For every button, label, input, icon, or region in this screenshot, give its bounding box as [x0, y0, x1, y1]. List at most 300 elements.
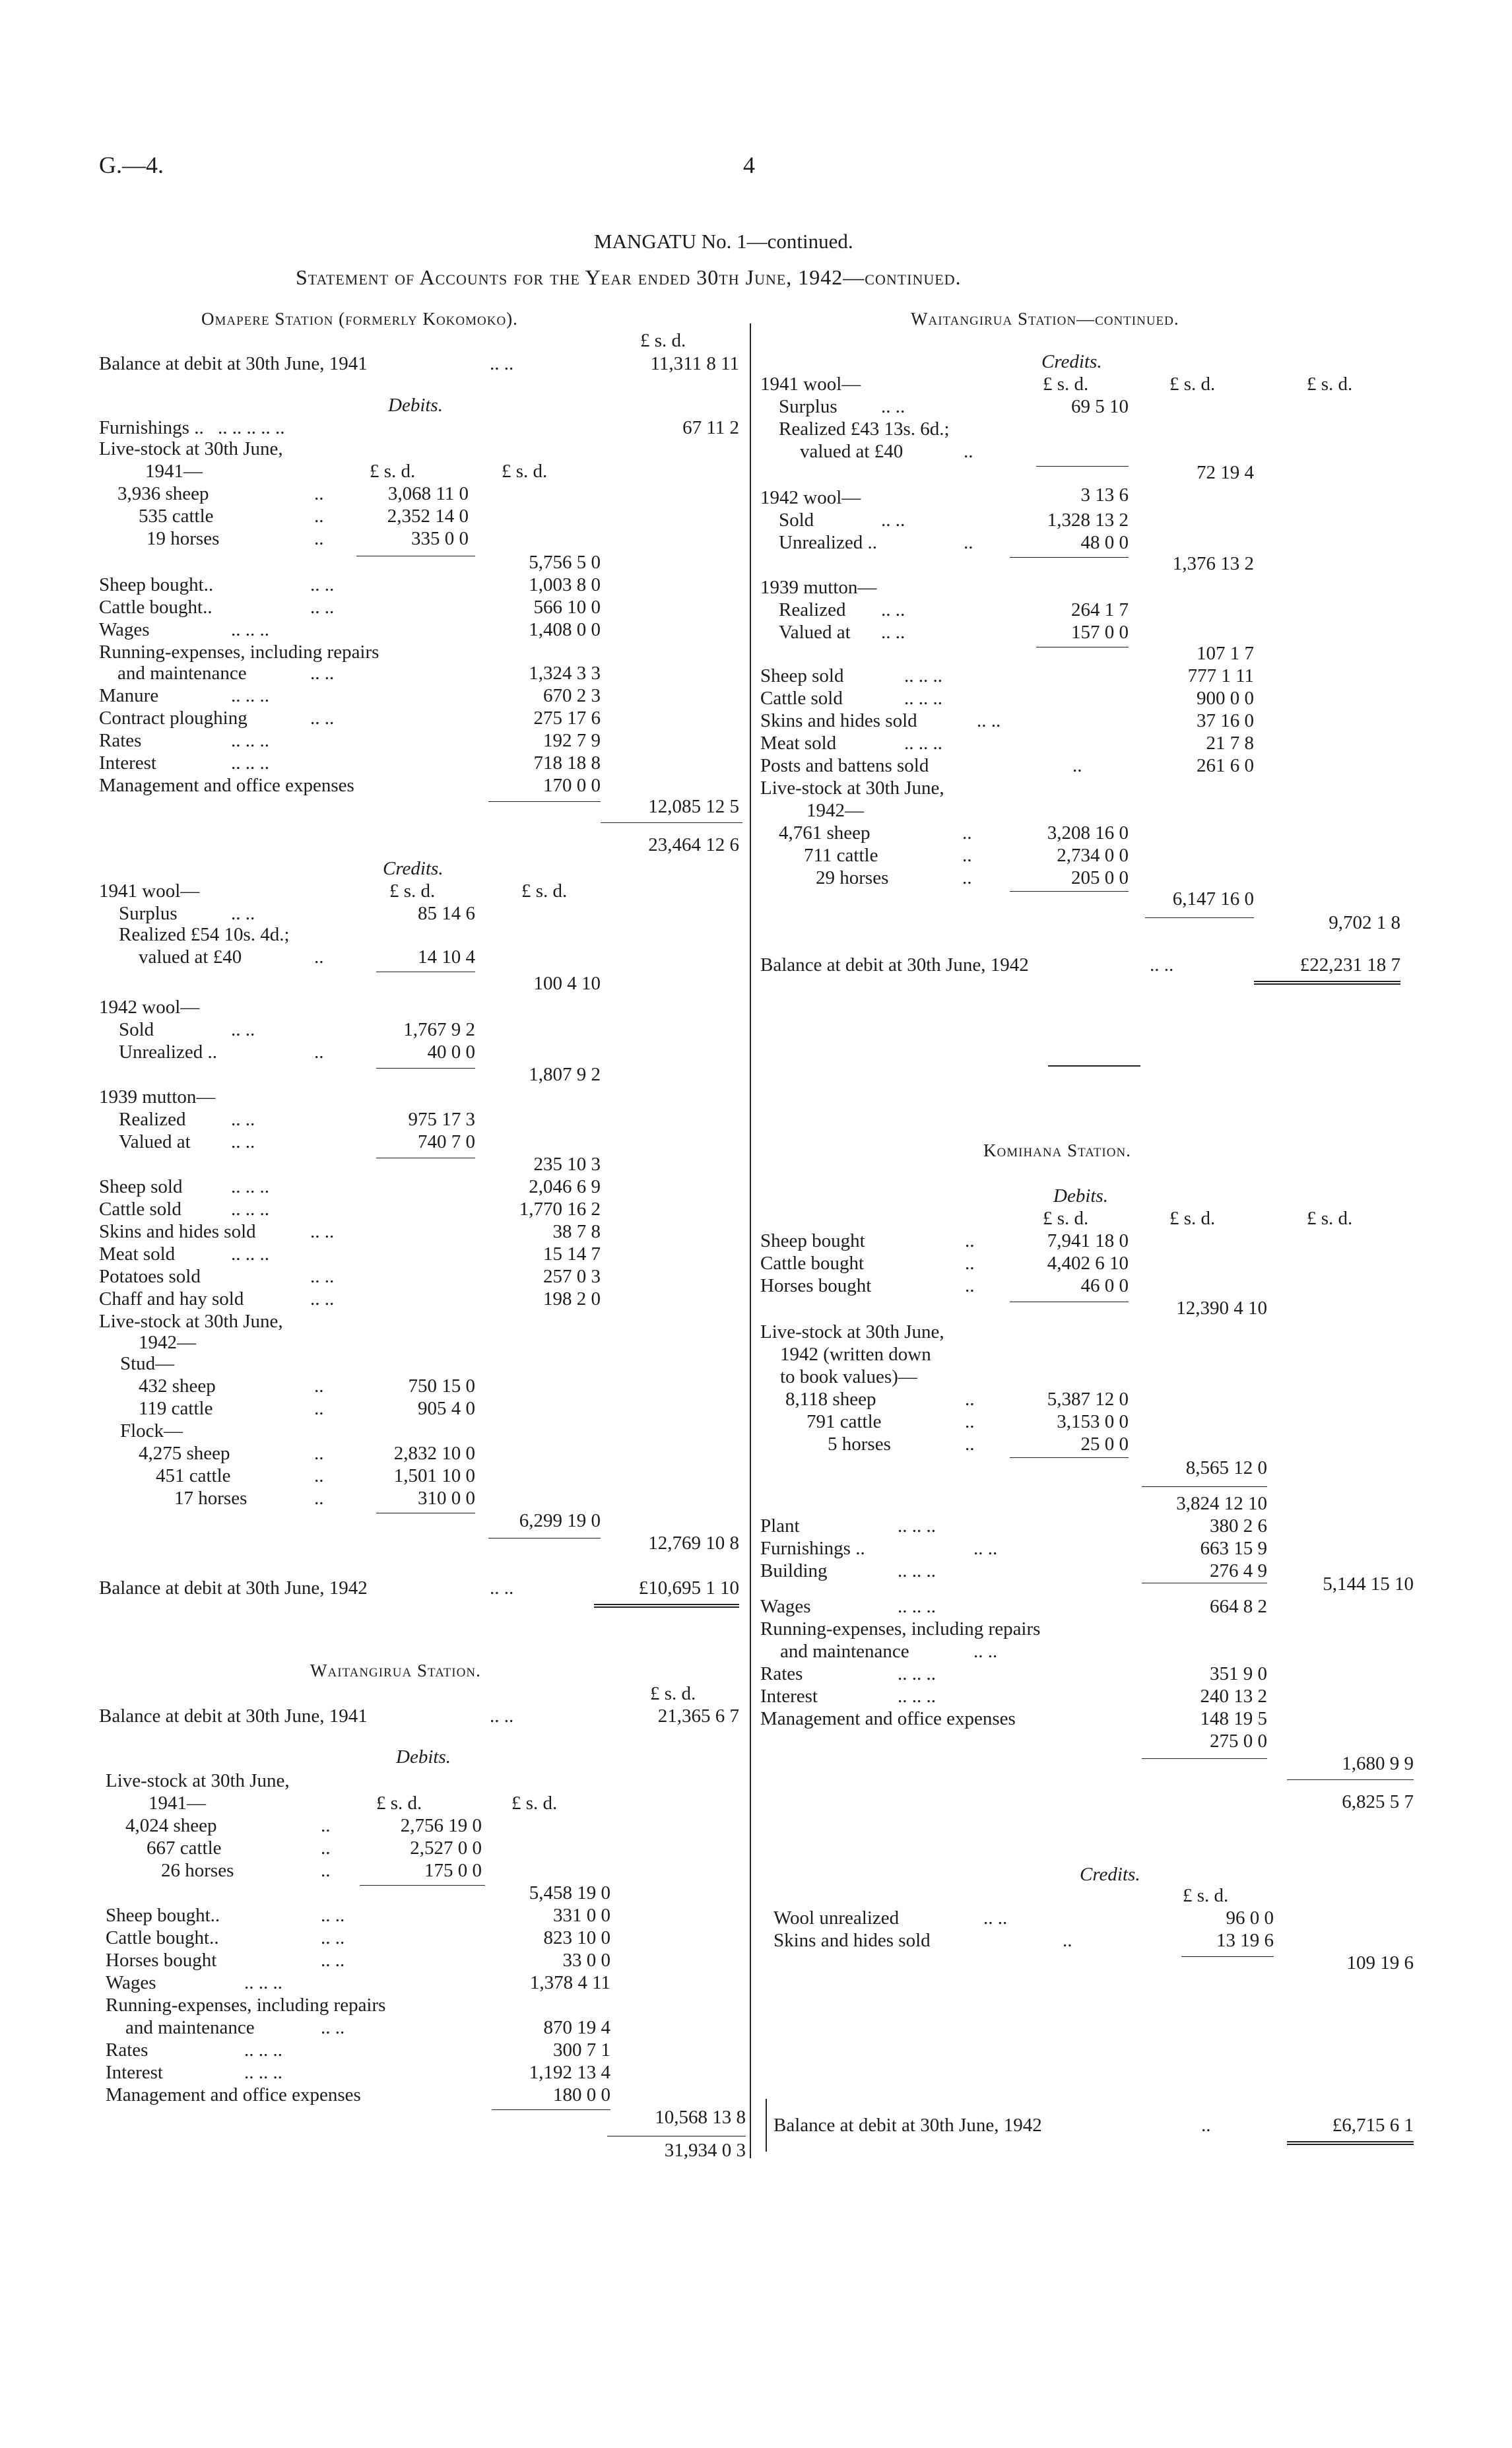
closing-rule [594, 1604, 739, 1608]
opening-label: Balance at debit at 30th June, 1941 [99, 353, 368, 374]
leader-dots: .. .. .. [231, 685, 269, 706]
leader-dots: .. .. [1150, 954, 1174, 976]
asset-amount: 276 4 9 [1210, 1560, 1267, 1581]
credits-label: Credits. [1041, 351, 1102, 372]
leader-dots: .. [1072, 755, 1082, 776]
stock-amount: 2,756 19 0 [400, 1815, 482, 1836]
grand-total: 31,934 0 3 [664, 2140, 746, 2161]
stock-amount: 3,068 11 0 [387, 483, 469, 504]
opening-amount: 11,311 8 11 [650, 353, 739, 374]
leader-dots: .. [314, 1375, 324, 1397]
debit-total: 6,825 5 7 [1342, 1791, 1414, 1812]
stock-row: 791 cattle [806, 1411, 882, 1432]
leader-dots: .. .. [490, 1577, 514, 1599]
subtotal-rule [1036, 466, 1129, 467]
leader-dots: .. [965, 1230, 975, 1251]
item-label: Cattle sold [99, 1199, 181, 1220]
leader-dots: .. .. .. [244, 1972, 282, 1993]
leader-dots: .. [321, 1815, 331, 1836]
item-amount: 566 10 0 [533, 597, 601, 618]
item-amount: 1,408 0 0 [529, 619, 601, 640]
wool-1941-total: 100 4 10 [533, 973, 601, 994]
bought-row: Cattle bought [760, 1253, 865, 1274]
mutton-label: 1939 mutton— [760, 577, 877, 598]
bought-total: 12,390 4 10 [1176, 1298, 1267, 1319]
stock-total: 5,756 5 0 [529, 552, 601, 573]
item-label: Sheep bought.. [106, 1905, 220, 1926]
grand-total: 23,464 12 6 [648, 834, 739, 855]
asset-label: Furnishings .. [760, 1538, 865, 1559]
valued-label: valued at £40 [139, 946, 242, 968]
item-amount: 670 2 3 [543, 685, 601, 706]
section-separator [1048, 1065, 1140, 1067]
stock-amount: 175 0 0 [424, 1860, 482, 1881]
stock-total: 8,565 12 0 [1185, 1457, 1267, 1478]
stock-total: 6,147 16 0 [1172, 888, 1254, 910]
leader-dots: .. .. .. [231, 1176, 269, 1197]
subtotal-rule [1142, 1486, 1267, 1487]
column-divider-short [766, 2099, 767, 2152]
item-label: and maintenance [125, 2017, 255, 2038]
assets-total: 5,144 15 10 [1323, 1573, 1414, 1595]
column-header: £ s. d. [650, 1683, 696, 1704]
sub-header: £ s. d. [370, 461, 416, 482]
expense-label: Wages [760, 1596, 811, 1617]
item-amount: 1,378 4 11 [529, 1972, 610, 1993]
item-label: Management and office expenses [99, 775, 354, 796]
leader-dots: .. .. [310, 1266, 335, 1287]
sold-label: Sold [119, 1019, 154, 1040]
sub-header: £ s. d. [1307, 1208, 1353, 1229]
section-heading: Waitangirua Station—continued. [911, 309, 1179, 329]
leader-dots: .. [314, 483, 324, 504]
item-label: Sheep sold [99, 1176, 183, 1197]
stock-row: 4,024 sheep [125, 1815, 217, 1836]
credit-total: 9,702 1 8 [1329, 912, 1400, 933]
livestock-label: Live-stock at 30th June, [99, 438, 283, 459]
sub-header: £ s. d. [1043, 1208, 1089, 1229]
sub-header: £ s. d. [521, 880, 568, 902]
item-amount: 38 7 8 [552, 1221, 601, 1242]
item-amount: 1,770 16 2 [519, 1199, 601, 1220]
stock-total: 5,458 19 0 [529, 1882, 610, 1903]
leader-dots: .. .. .. [231, 1199, 269, 1220]
leader-dots: .. [314, 528, 324, 549]
sold-amount: 1,328 13 2 [1047, 510, 1129, 531]
item-amount: 170 0 0 [543, 775, 601, 796]
mutton-valued-label: Valued at [779, 622, 851, 643]
sub-header: £ s. d. [1043, 374, 1089, 395]
item-amount: 33 0 0 [562, 1950, 610, 1971]
closing-rule [1287, 2141, 1414, 2145]
expense-amount: 664 8 2 [1210, 1596, 1267, 1617]
expense-label: Running-expenses, including repairs [760, 1618, 1041, 1639]
leader-dots: .. [321, 1860, 331, 1881]
total-rule [601, 822, 742, 823]
wool-1942-label: 1942 wool— [760, 487, 861, 508]
item-amount: 900 0 0 [1197, 688, 1254, 709]
leader-dots: .. .. .. [898, 1686, 936, 1707]
stock-row: 451 cattle [156, 1465, 231, 1486]
stock-amount: 3,208 16 0 [1047, 822, 1129, 844]
credit-row: Skins and hides sold [773, 1930, 931, 1951]
surplus-amount: 85 14 6 [418, 903, 475, 924]
item-amount: 21 7 8 [1206, 733, 1254, 754]
item-amount: 823 10 0 [543, 1927, 610, 1948]
leader-dots: .. [965, 1275, 975, 1296]
stock-total: 6,299 19 0 [519, 1510, 601, 1531]
leader-dots: .. .. .. [898, 1515, 936, 1537]
leader-dots: .. .. [881, 396, 905, 417]
leader-dots: .. .. [983, 1907, 1008, 1929]
leader-dots: .. .. .. [898, 1560, 936, 1581]
bought-amount: 4,402 6 10 [1047, 1253, 1129, 1274]
column-divider [750, 323, 751, 2158]
item-label: Cattle bought.. [106, 1927, 219, 1948]
mutton-realized-label: Realized [119, 1109, 186, 1130]
item-label: Sheep sold [760, 665, 844, 686]
leader-dots: .. .. [490, 1705, 514, 1727]
item-amount: 198 2 0 [543, 1288, 601, 1309]
valued-label: valued at £40 [800, 441, 904, 462]
stock-row: 667 cattle [147, 1837, 222, 1859]
leader-dots: .. .. .. [231, 752, 269, 774]
expense-label: Management and office expenses [760, 1708, 1016, 1729]
sub-header: £ s. d. [389, 880, 436, 902]
leader-dots: .. [314, 1398, 324, 1419]
sub-header: £ s. d. [376, 1793, 422, 1814]
leader-dots: .. [962, 867, 972, 888]
leader-dots: .. [962, 845, 972, 866]
item-label: Interest [106, 2062, 163, 2083]
credits-total: 109 19 6 [1346, 1952, 1414, 1973]
leader-dots: .. [321, 1837, 331, 1859]
leader-dots: .. .. [310, 597, 335, 618]
leader-dots: .. .. [321, 1927, 345, 1948]
stock-row: 29 horses [816, 867, 889, 888]
item-label: Posts and battens sold [760, 755, 929, 776]
mutton-realized-amount: 975 17 3 [408, 1109, 475, 1130]
item-amount: 15 14 7 [543, 1243, 601, 1265]
leader-dots: .. .. [231, 903, 255, 924]
unrealized-amount: 48 0 0 [1080, 532, 1129, 553]
year-label: 1941— [145, 461, 203, 482]
asset-label: Plant [760, 1515, 800, 1537]
leader-dots: .. .. [310, 1221, 335, 1242]
leader-dots: .. .. .. [244, 2039, 282, 2061]
wool-1942-label: 1942 wool— [99, 997, 200, 1018]
bought-row: Horses bought [760, 1275, 872, 1296]
expense-amount: 351 9 0 [1210, 1663, 1267, 1684]
leader-dots: .. [964, 532, 973, 553]
closing-rule [1254, 981, 1400, 985]
debit-total: 10,568 13 8 [655, 2107, 746, 2128]
item-label: Sheep bought.. [99, 574, 214, 595]
wool-1941-label: 1941 wool— [99, 880, 200, 902]
item-amount: 870 19 4 [543, 2017, 610, 2038]
item-amount: 261 6 0 [1197, 755, 1254, 776]
livestock-label: Live-stock at 30th June, [760, 777, 944, 799]
closing-label: Balance at debit at 30th June, 1942 [760, 954, 1029, 976]
unrealized-amount: 40 0 0 [427, 1042, 475, 1063]
leader-dots: .. .. .. [904, 688, 942, 709]
stud-label: Stud— [120, 1353, 175, 1374]
expense-amount: 148 19 5 [1200, 1708, 1267, 1729]
stock-row: 8,118 sheep [785, 1389, 876, 1410]
item-amount: 192 7 9 [543, 730, 601, 751]
leader-dots: .. .. [231, 1109, 255, 1130]
section-heading: Komihana Station. [983, 1141, 1131, 1160]
item-amount: 1,192 13 4 [529, 2062, 610, 2083]
leader-dots: .. .. [321, 2017, 345, 2038]
wool-1941-label: 1941 wool— [760, 374, 861, 395]
leader-dots: .. .. [310, 663, 335, 684]
leader-dots: .. .. .. [898, 1596, 936, 1617]
leader-dots: .. .. [310, 574, 335, 595]
leader-dots: .. [965, 1434, 975, 1455]
expense-label: Interest [760, 1686, 818, 1707]
sub-header: £ s. d. [1169, 374, 1216, 395]
mutton-total: 107 1 7 [1197, 643, 1254, 664]
leader-dots: .. [314, 946, 324, 968]
bought-row: Sheep bought [760, 1230, 865, 1251]
sub-header: £ s. d. [511, 1793, 558, 1814]
asset-amount: 663 15 9 [1200, 1538, 1267, 1559]
stock-amount: 5,387 12 0 [1047, 1389, 1129, 1410]
bought-amount: 7,941 18 0 [1047, 1230, 1129, 1251]
asset-label: Building [760, 1560, 828, 1581]
leader-dots: .. .. [310, 1288, 335, 1309]
item-amount: 180 0 0 [553, 2084, 610, 2105]
mutton-valued-label: Valued at [119, 1131, 191, 1152]
item-amount: 300 7 1 [553, 2039, 610, 2061]
closing-label: Balance at debit at 30th June, 1942 [773, 2115, 1042, 2136]
credit-row: Wool unrealized [773, 1907, 900, 1929]
item-amount: 257 0 3 [543, 1266, 601, 1287]
unrealized-label: Unrealized .. [779, 532, 877, 553]
leader-dots: .. .. [973, 1641, 998, 1662]
livestock-label: Live-stock at 30th June, [99, 1311, 283, 1332]
leader-dots: .. [1201, 2115, 1211, 2136]
item-amount: 331 0 0 [553, 1905, 610, 1926]
leader-dots: .. [314, 1042, 324, 1063]
debits-label: Debits. [396, 1746, 451, 1768]
leader-dots: .. [314, 1465, 324, 1486]
item-label: Skins and hides sold [99, 1221, 256, 1242]
leader-dots: .. .. .. [231, 730, 269, 751]
year-label: 1942— [139, 1332, 196, 1353]
stock-amount: 2,527 0 0 [410, 1837, 482, 1859]
stock-amount: 335 0 0 [411, 528, 469, 549]
item-label: Running-expenses, including repairs [99, 642, 379, 663]
item-amount: 777 1 11 [1187, 665, 1254, 686]
expense-label: and maintenance [780, 1641, 909, 1662]
sub-header: £ s. d. [1183, 1885, 1229, 1906]
item-label: Rates [99, 730, 142, 751]
year-label: 1941— [148, 1793, 206, 1814]
stock-amount: 205 0 0 [1071, 867, 1129, 888]
sub-header: £ s. d. [502, 461, 548, 482]
mutton-realized-label: Realized [779, 599, 846, 620]
leader-dots: .. .. .. [244, 2062, 282, 2083]
stock-row: 5 horses [828, 1434, 891, 1455]
sold-amount: 1,767 9 2 [403, 1019, 475, 1040]
stock-row: 119 cattle [139, 1398, 213, 1419]
sold-label: Sold [779, 510, 814, 531]
item-label: Wages [99, 619, 150, 640]
item-label: Meat sold [760, 733, 837, 754]
item-label: Skins and hides sold [760, 710, 917, 731]
livestock-label: 1942 (written down [780, 1344, 931, 1365]
stock-amount: 310 0 0 [418, 1488, 475, 1509]
leader-dots: .. [965, 1411, 975, 1432]
leader-dots: .. .. [977, 710, 1001, 731]
credit-amount: 13 19 6 [1216, 1930, 1274, 1951]
closing-balance: £22,231 18 7 [1299, 954, 1400, 976]
leader-dots: .. [964, 441, 973, 462]
subtotal-rule [360, 1885, 485, 1886]
livestock-label: Live-stock at 30th June, [106, 1770, 290, 1791]
item-label: Potatoes sold [99, 1266, 201, 1287]
wool-1941-total: 72 19 4 [1197, 462, 1254, 483]
closing-label: Balance at debit at 30th June, 1942 [99, 1577, 368, 1599]
leader-dots: .. .. .. .. .. [218, 417, 285, 438]
leader-dots: .. [314, 1443, 324, 1464]
leader-dots: .. .. [310, 708, 335, 729]
stock-amount: 1,501 10 0 [393, 1465, 475, 1486]
realized-label: Realized £43 13s. 6d.; [779, 418, 950, 440]
stock-amount: 2,734 0 0 [1057, 845, 1129, 866]
item-label: Running-expenses, including repairs [106, 1995, 386, 2016]
leader-dots: .. [314, 506, 324, 527]
leader-dots: .. .. .. [898, 1663, 936, 1684]
closing-balance: £6,715 6 1 [1332, 2115, 1414, 2136]
opening-amount: 21,365 6 7 [657, 1705, 739, 1727]
stock-amount: 25 0 0 [1080, 1434, 1129, 1455]
section-heading: Waitangirua Station. [310, 1661, 481, 1680]
subtotal-rule [1010, 557, 1129, 558]
page-subtitle: Statement of Accounts for the Year ended 30th June, 1942—continued. [296, 265, 962, 289]
leader-dots: .. .. [881, 510, 905, 531]
stock-row: 17 horses [174, 1488, 247, 1509]
total-rule [1145, 917, 1254, 918]
item-amount: 718 18 8 [533, 752, 601, 774]
stock-row: 3,936 sheep [117, 483, 209, 504]
leader-dots: .. .. [973, 1538, 998, 1559]
item-label: Interest [99, 752, 156, 774]
subtotal-rule [376, 1068, 475, 1069]
expense-amount: 240 13 2 [1200, 1686, 1267, 1707]
debit-total: 12,085 12 5 [648, 796, 739, 817]
item-amount: 37 16 0 [1197, 710, 1254, 731]
realized-label: Realized £54 10s. 4d.; [119, 924, 290, 945]
sub-header: £ s. d. [1307, 374, 1353, 395]
leader-dots: .. .. [321, 1950, 345, 1971]
stock-amount: 905 4 0 [418, 1398, 475, 1419]
surplus-label: Surplus [779, 396, 838, 417]
livestock-label: Live-stock at 30th June, [760, 1321, 944, 1342]
stock-amount: 2,832 10 0 [393, 1443, 475, 1464]
leader-dots: .. [965, 1253, 975, 1274]
item-amount: 1,003 8 0 [529, 574, 601, 595]
opening-label: Balance at debit at 30th June, 1941 [99, 1705, 368, 1727]
stock-amount: 2,352 14 0 [387, 506, 469, 527]
subtotal-rule [1010, 1457, 1129, 1458]
leader-dots: .. [965, 1389, 975, 1410]
stock-row: 19 horses [147, 528, 220, 549]
leader-dots: .. .. .. [231, 1243, 269, 1265]
item-label: Chaff and hay sold [99, 1288, 244, 1309]
leader-dots: .. .. [231, 1019, 255, 1040]
item-label: Cattle sold [760, 688, 843, 709]
credit-amount: 96 0 0 [1226, 1907, 1274, 1929]
valued-amount: 3 13 6 [1080, 484, 1129, 506]
total-rule [1287, 1779, 1414, 1780]
credit-total: 12,769 10 8 [648, 1533, 739, 1554]
item-label: Cattle bought.. [99, 597, 213, 618]
item-label: Wages [106, 1972, 156, 1993]
leader-dots: .. .. .. [904, 733, 942, 754]
item-label: Furnishings .. [99, 417, 204, 438]
page-ref: G.—4. [99, 152, 164, 178]
difference: 3,824 12 10 [1176, 1493, 1267, 1514]
asset-amount: 380 2 6 [1210, 1515, 1267, 1537]
leader-dots: .. [314, 1488, 324, 1509]
stock-amount: 750 15 0 [408, 1375, 475, 1397]
page-number: 4 [743, 152, 755, 178]
expenses-total: 1,680 9 9 [1342, 1753, 1414, 1774]
expense-label: Rates [760, 1663, 803, 1684]
unrealized-label: Unrealized .. [119, 1042, 217, 1063]
leader-dots: .. .. [490, 353, 514, 374]
column-header: £ s. d. [640, 330, 686, 351]
page-title: MANGATU No. 1—continued. [594, 230, 853, 253]
mutton-valued-amount: 740 7 0 [418, 1131, 475, 1152]
wool-1942-total: 1,807 9 2 [529, 1064, 601, 1085]
credits-label: Credits. [1080, 1864, 1140, 1885]
mutton-valued-amount: 157 0 0 [1071, 622, 1129, 643]
surplus-label: Surplus [119, 903, 178, 924]
subtotal-rule [1010, 891, 1129, 892]
bought-amount: 46 0 0 [1080, 1275, 1129, 1296]
mutton-realized-amount: 264 1 7 [1071, 599, 1129, 620]
item-amount: 275 17 6 [533, 708, 601, 729]
leader-dots: .. .. [321, 1905, 345, 1926]
item-label: Rates [106, 2039, 148, 2061]
item-amount: 1,324 3 3 [529, 663, 601, 684]
item-amount: 2,046 6 9 [529, 1176, 601, 1197]
leader-dots: .. [1063, 1930, 1072, 1951]
credits-label: Credits. [383, 858, 444, 879]
stock-row: 711 cattle [804, 845, 878, 866]
section-heading: Omapere Station (formerly Kokomoko). [201, 309, 518, 329]
leader-dots: .. .. .. [231, 619, 269, 640]
expense-amount: 275 0 0 [1210, 1731, 1267, 1752]
leader-dots: .. .. [881, 599, 905, 620]
closing-balance: £10,695 1 10 [638, 1577, 739, 1599]
subtotal-rule [1181, 1956, 1274, 1957]
item-amount: 67 11 2 [682, 417, 739, 438]
leader-dots: .. [962, 822, 972, 844]
item-label: Management and office expenses [106, 2084, 361, 2105]
livestock-label: to book values)— [780, 1366, 917, 1387]
surplus-amount: 69 5 10 [1071, 396, 1129, 417]
item-label: and maintenance [117, 663, 247, 684]
stock-row: 535 cattle [139, 506, 214, 527]
wool-1942-total: 1,376 13 2 [1172, 553, 1254, 574]
stock-row: 4,761 sheep [779, 822, 871, 844]
stock-row: 26 horses [161, 1860, 234, 1881]
